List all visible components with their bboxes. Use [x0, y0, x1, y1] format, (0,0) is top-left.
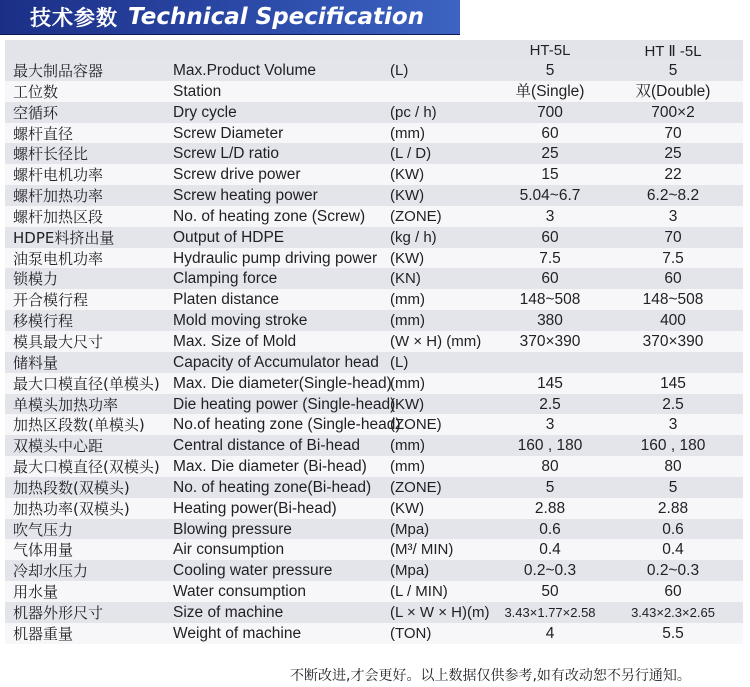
model-2-value: 2.88: [657, 499, 689, 517]
spec-name-cn: 螺杆加热功率: [13, 187, 104, 206]
spec-unit: (KW): [390, 166, 425, 184]
spec-unit: (L): [390, 353, 409, 371]
spec-unit: (KW): [390, 187, 425, 205]
spec-name-en: Screw Diameter: [173, 124, 284, 142]
table-row: [5, 373, 743, 394]
model-1-value: 4: [545, 624, 555, 642]
model-1-value: 60: [541, 270, 559, 288]
spec-unit: (pc / h): [390, 103, 437, 121]
table-row: [5, 456, 743, 477]
table-row: [5, 289, 743, 310]
model-1-value: 0.4: [539, 541, 561, 559]
model-1-value: 3: [545, 207, 555, 225]
spec-name-cn: 油泵电机功率: [13, 249, 104, 268]
spec-name-cn: 螺杆加热区段: [13, 207, 104, 226]
spec-name-cn: 机器外形尺寸: [13, 603, 104, 622]
model-1-value: 5: [545, 62, 555, 79]
table-row: [5, 185, 743, 206]
model-2-value: 80: [664, 458, 682, 476]
spec-name-cn: 空循环: [13, 103, 59, 122]
spec-name-cn: 吹气压力: [13, 520, 74, 539]
model-1-value: 7.5: [539, 249, 561, 267]
table-row: [5, 623, 743, 644]
model-2-value: 145: [660, 374, 686, 392]
spec-name-cn: 加热功率(双模头): [13, 499, 130, 518]
table-row: [5, 477, 743, 498]
spec-unit: (KW): [390, 499, 425, 517]
spec-name-en: Blowing pressure: [173, 520, 292, 538]
model-2-value: 6.2~8.2: [646, 187, 700, 205]
spec-unit: (ZONE): [390, 478, 442, 496]
table-row: [5, 519, 743, 540]
table-row: [5, 498, 743, 519]
spec-name-en: Screw drive power: [173, 166, 301, 184]
model-2-value: 60: [664, 583, 682, 601]
spec-unit: (L / MIN): [390, 583, 448, 601]
table-row: [5, 539, 743, 560]
footer-note: 不断改进,才会更好。以上数据仅供参考,如有改动恕不另行通知。: [290, 668, 691, 684]
model-1-value: 160 , 180: [517, 437, 583, 455]
model-2-value: 370×390: [642, 332, 704, 350]
spec-name-en: Mold moving stroke: [173, 312, 308, 330]
model-2-value: 5: [668, 478, 678, 496]
table-row: [5, 60, 743, 81]
model-1-value: 145: [537, 374, 563, 392]
spec-name-en: Max. Size of Mold: [173, 332, 297, 350]
model-1-value: 370×390: [519, 332, 581, 350]
model-2-value: 700×2: [651, 103, 695, 121]
spec-name-en: Screw heating power: [173, 187, 318, 205]
model-1-value: 5.04~6.7: [519, 187, 581, 205]
spec-name-en: No.of heating zone (Single-head): [173, 416, 401, 434]
model-1-value: 700: [537, 103, 563, 121]
model-1-value: 3: [545, 416, 555, 434]
model-2-value: 7.5: [662, 249, 684, 267]
spec-name-en: Weight of machine: [173, 624, 302, 642]
spec-name-en: Max. Die diameter (Bi-head): [173, 458, 367, 476]
model-2-value: 70: [664, 228, 682, 246]
table-row: [5, 435, 743, 456]
table-row: [5, 310, 743, 331]
spec-name-en: No. of heating zone(Bi-head): [173, 478, 372, 496]
spec-unit: (L): [390, 62, 409, 79]
model-2-value: 0.2~0.3: [646, 562, 700, 580]
spec-name-en: Capacity of Accumulator head: [173, 353, 379, 371]
table-row: [5, 352, 743, 373]
spec-unit: (L / D): [390, 145, 432, 163]
table-row: [5, 602, 743, 623]
model-2-value: 70: [664, 124, 682, 142]
spec-name-cn: 用水量: [13, 583, 59, 602]
table-row: [5, 268, 743, 289]
model-1-value: 80: [541, 458, 559, 476]
spec-unit: (Mpa): [390, 520, 430, 538]
spec-unit: (mm): [390, 374, 425, 392]
spec-unit: (mm): [390, 437, 425, 455]
spec-unit: (mm): [390, 124, 425, 142]
spec-unit: (KW): [390, 249, 425, 267]
model-2-value: 5.5: [662, 624, 684, 642]
model-2-value: 2.5: [662, 395, 684, 413]
model-2-value: 3: [668, 207, 678, 225]
spec-unit: (ZONE): [390, 207, 442, 225]
model-2-value: 3: [668, 416, 678, 434]
spec-name-cn: 模具最大尺寸: [13, 332, 104, 351]
title-english: Technical Specification: [128, 4, 425, 30]
table-row: [5, 164, 743, 185]
model-1-value: 60: [541, 124, 559, 142]
spec-name-cn: 移模行程: [13, 312, 74, 331]
spec-name-en: Central distance of Bi-head: [173, 437, 360, 455]
spec-name-cn: 储料量: [13, 353, 59, 372]
spec-name-en: Water consumption: [173, 583, 306, 601]
spec-name-en: Output of HDPE: [173, 228, 285, 246]
model-1-value: 50: [541, 583, 559, 601]
spec-name-cn: 螺杆直径: [13, 124, 74, 143]
model-1-value: 60: [541, 228, 559, 246]
spec-name-cn: 单模头加热功率: [13, 395, 119, 414]
spec-name-en: Hydraulic pump driving power: [173, 249, 378, 267]
model-2-value: 双(Double): [635, 82, 711, 100]
table-row: [5, 581, 743, 602]
table-header-row: [5, 40, 743, 60]
table-row: [5, 248, 743, 269]
spec-name-cn: 加热段数(双模头): [13, 478, 130, 497]
spec-unit: (KW): [390, 395, 425, 413]
spec-name-cn: 冷却水压力: [13, 562, 89, 581]
spec-name-en: Station: [173, 82, 222, 100]
spec-name-en: Max. Die diameter(Single-head): [173, 374, 392, 392]
spec-name-en: Dry cycle: [173, 103, 237, 121]
model-1-value: 单(Single): [515, 82, 585, 100]
spec-name-cn: 锁模力: [13, 270, 59, 289]
model-2-value: 60: [664, 270, 682, 288]
spec-rows: [5, 60, 743, 644]
spec-unit: (mm): [390, 312, 425, 330]
table-row: [5, 81, 743, 102]
spec-name-en: Clamping force: [173, 270, 278, 288]
spec-unit: (TON): [390, 624, 432, 642]
model-2-value: 160 , 180: [640, 437, 706, 455]
model-2-value: 0.6: [662, 520, 684, 538]
spec-unit: (Mpa): [390, 562, 430, 580]
spec-name-en: Cooling water pressure: [173, 562, 333, 580]
table-row: [5, 227, 743, 248]
spec-unit: (M³/ MIN): [390, 541, 454, 559]
spec-name-cn: 加热区段数(单模头): [13, 416, 145, 435]
spec-name-en: Size of machine: [173, 603, 284, 621]
spec-name-cn: 螺杆电机功率: [13, 166, 104, 185]
spec-name-cn: HDPE料挤出量: [13, 228, 115, 247]
table-row: [5, 206, 743, 227]
spec-unit: (kg / h): [390, 228, 437, 246]
spec-name-en: Die heating power (Single-head): [173, 395, 396, 413]
model-2-value: 5: [668, 62, 678, 79]
spec-name-en: Screw L/D ratio: [173, 145, 279, 163]
spec-name-en: Air consumption: [173, 541, 285, 559]
table-row: [5, 560, 743, 581]
model-2-header: HT Ⅱ -5L: [644, 43, 702, 60]
model-1-value: 25: [541, 145, 559, 163]
table-row: [5, 143, 743, 164]
model-1-header: HT-5L: [529, 42, 571, 59]
spec-name-cn: 最大制品容器: [13, 62, 104, 80]
spec-unit: (ZONE): [390, 416, 442, 434]
model-1-value: 2.5: [539, 395, 561, 413]
spec-name-cn: 机器重量: [13, 624, 74, 643]
spec-name-cn: 开合模行程: [13, 291, 89, 310]
model-2-value: 22: [664, 166, 682, 184]
model-1-value: 0.2~0.3: [523, 562, 577, 580]
spec-name-en: No. of heating zone (Screw): [173, 207, 366, 225]
spec-name-cn: 最大口模直径(双模头): [13, 458, 160, 477]
model-2-value: 148~508: [642, 291, 704, 309]
spec-table: [5, 40, 743, 644]
model-2-value: 0.4: [662, 541, 684, 559]
spec-name-cn: 双模头中心距: [13, 437, 104, 456]
model-2-value: 3.43×2.3×2.65: [631, 604, 715, 620]
model-1-value: 380: [537, 312, 563, 330]
table-row: [5, 394, 743, 415]
spec-unit: (mm): [390, 458, 425, 476]
model-2-value: 25: [664, 145, 682, 163]
spec-name-cn: 气体用量: [13, 541, 74, 560]
spec-unit: (L × W × H)(m): [390, 603, 490, 621]
spec-unit: (KN): [390, 270, 421, 288]
spec-unit: (mm): [390, 291, 425, 309]
model-1-value: 148~508: [519, 291, 581, 309]
model-1-value: 0.6: [539, 520, 561, 538]
spec-name-en: Heating power(Bi-head): [173, 499, 337, 517]
model-1-value: 2.88: [534, 499, 566, 517]
table-row: [5, 331, 743, 352]
title-chinese: 技术参数: [30, 6, 118, 30]
model-1-value: 15: [541, 166, 559, 184]
spec-unit: (W × H) (mm): [390, 332, 482, 350]
model-1-value: 3.43×1.77×2.58: [504, 604, 596, 620]
spec-name-cn: 螺杆长径比: [13, 145, 89, 164]
spec-name-en: Max.Product Volume: [173, 62, 317, 79]
table-row: [5, 414, 743, 435]
table-row: [5, 123, 743, 144]
model-2-value: 400: [660, 312, 686, 330]
spec-name-cn: 最大口模直径(单模头): [13, 374, 160, 393]
spec-name-en: Platen distance: [173, 291, 279, 309]
spec-name-cn: 工位数: [13, 82, 59, 101]
table-row: [5, 102, 743, 123]
model-1-value: 5: [545, 478, 555, 496]
title-banner: [0, 0, 460, 34]
